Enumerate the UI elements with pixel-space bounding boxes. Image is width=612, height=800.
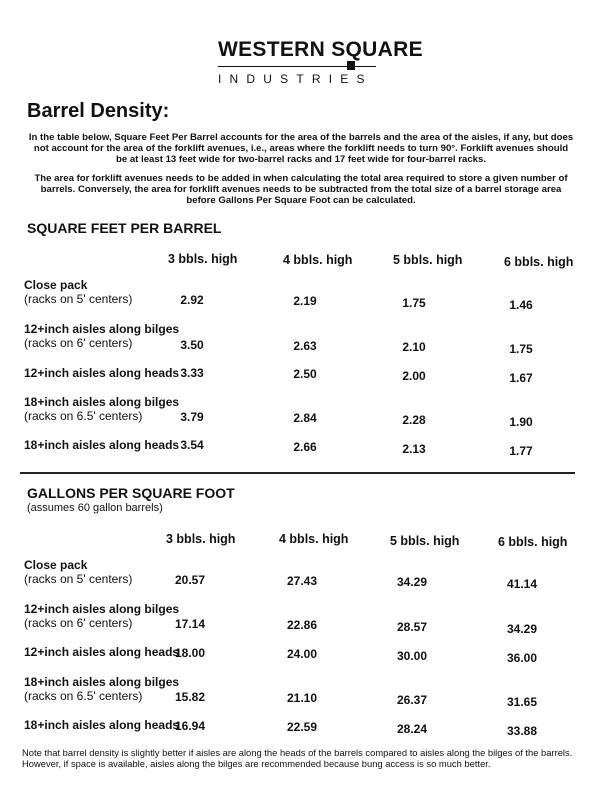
table1-cell: 1.46 bbox=[509, 298, 533, 312]
table2-row-label bbox=[24, 675, 179, 703]
table2-cell: 17.14 bbox=[174, 617, 206, 631]
intro-paragraph-2: The area for forklift avenues needs to be added in when calculating the total area required to store a given number of barrels. Conversely, the area for forklift avenues needs to be subtracted from the total size of a barrel storage area before Gallons Per Square Foot can be calculated. bbox=[34, 173, 568, 207]
logo-wordmark-bottom: INDUSTRIES bbox=[218, 72, 373, 86]
footnote: Note that barrel density is slightly better if aisles are along the heads of the barrels compared to aisles along the bilges of the barrels. However, if space is available, aisles along the bilges are recommended because bung access is so much better. bbox=[22, 747, 573, 769]
table2-cell: 24.00 bbox=[286, 647, 318, 661]
table2-row-label bbox=[24, 558, 132, 586]
row-title: Close pack bbox=[24, 278, 88, 292]
row-subtitle: (racks on 5' centers) bbox=[24, 572, 133, 586]
table1-col-header: 3 bbls. high bbox=[168, 252, 238, 266]
table2-cell: 36.00 bbox=[506, 651, 538, 665]
table2-cell: 21.10 bbox=[286, 691, 318, 705]
table1-cell: 2.92 bbox=[180, 293, 204, 307]
table2-subtitle: (assumes 60 gallon barrels) bbox=[27, 502, 163, 514]
row-subtitle: (racks on 6' centers) bbox=[24, 336, 133, 350]
logo-square-mark bbox=[347, 61, 355, 70]
table1-cell: 2.28 bbox=[402, 413, 426, 427]
table1-title: SQUARE FEET PER BARREL bbox=[27, 220, 222, 236]
table1-cell: 1.75 bbox=[509, 342, 533, 356]
table1-row-label bbox=[24, 322, 179, 350]
row-subtitle: (racks on 6.5' centers) bbox=[24, 409, 143, 423]
table1-cell: 1.90 bbox=[509, 415, 533, 429]
row-title: 18+inch aisles along bilges bbox=[24, 675, 180, 689]
row-title: 12+inch aisles along bilges bbox=[24, 322, 180, 336]
table2-col-header: 5 bbls. high bbox=[390, 534, 460, 548]
table1-cell: 2.84 bbox=[293, 411, 317, 425]
table1-col-header: 5 bbls. high bbox=[393, 253, 463, 267]
row-subtitle: (racks on 6' centers) bbox=[24, 616, 133, 630]
table2-cell: 33.88 bbox=[506, 724, 538, 738]
table2-cell: 22.59 bbox=[286, 720, 318, 734]
table1-cell: 2.10 bbox=[402, 340, 426, 354]
table2-cell: 15.82 bbox=[174, 690, 206, 704]
table2-cell: 30.00 bbox=[396, 649, 428, 663]
row-title: 18+inch aisles along heads bbox=[24, 438, 180, 452]
page-title: Barrel Density: bbox=[27, 100, 170, 122]
row-title: 12+inch aisles along bilges bbox=[24, 602, 180, 616]
intro-paragraph-1: In the table below, Square Feet Per Barrel accounts for the area of the barrels and the area of the aisles, if any, but does not account for the area of the forklift avenues, i.e., areas where the forklift needs to turn 90°. Forklift avenues should be at least 13 feet wide for two-barrel racks and 17 feet wide for four-barrel racks. bbox=[28, 132, 574, 166]
table2-col-header: 4 bbls. high bbox=[279, 532, 349, 546]
table2-cell: 20.57 bbox=[174, 573, 206, 587]
table1-col-header: 6 bbls. high bbox=[504, 255, 574, 269]
table2-col-header: 3 bbls. high bbox=[166, 532, 236, 546]
table2-cell: 34.29 bbox=[506, 622, 538, 636]
table1-cell: 1.77 bbox=[509, 444, 533, 458]
table2-cell: 34.29 bbox=[396, 575, 428, 589]
table2-cell: 28.57 bbox=[396, 620, 428, 634]
row-subtitle: (racks on 6.5' centers) bbox=[24, 689, 143, 703]
table2-cell: 27.43 bbox=[286, 574, 318, 588]
table1-row-label bbox=[24, 438, 179, 452]
table2-cell: 28.24 bbox=[396, 722, 428, 736]
table2-row-label bbox=[24, 602, 179, 630]
row-title: 18+inch aisles along heads bbox=[24, 718, 180, 732]
table2-title: GALLONS PER SQUARE FOOT bbox=[27, 485, 235, 501]
table2-col-header: 6 bbls. high bbox=[498, 535, 568, 549]
table1-cell: 2.00 bbox=[402, 369, 426, 383]
table1-row-label bbox=[24, 278, 132, 306]
row-title: Close pack bbox=[24, 558, 88, 572]
table1-cell: 2.13 bbox=[402, 442, 426, 456]
table1-col-header: 4 bbls. high bbox=[283, 253, 353, 267]
row-title: 18+inch aisles along bilges bbox=[24, 395, 180, 409]
table1-cell: 1.75 bbox=[402, 296, 426, 310]
row-subtitle: (racks on 5' centers) bbox=[24, 292, 133, 306]
table2-row-label bbox=[24, 645, 179, 659]
table2-cell: 22.86 bbox=[286, 618, 318, 632]
table1-cell: 3.50 bbox=[180, 338, 204, 352]
table2-cell: 16.94 bbox=[174, 719, 206, 733]
table1-row-label bbox=[24, 366, 179, 380]
table1-cell: 2.66 bbox=[293, 440, 317, 454]
table2-cell: 26.37 bbox=[396, 693, 428, 707]
section-divider bbox=[20, 472, 575, 474]
table1-cell: 2.19 bbox=[293, 294, 317, 308]
table1-cell: 3.54 bbox=[180, 438, 204, 452]
row-title: 12+inch aisles along heads bbox=[24, 645, 180, 659]
table1-cell: 1.67 bbox=[509, 371, 533, 385]
table2-cell: 41.14 bbox=[506, 577, 538, 591]
table1-row-label bbox=[24, 395, 179, 423]
logo-wordmark-top: WESTERN SQUARE bbox=[218, 38, 423, 61]
table1-cell: 2.63 bbox=[293, 339, 317, 353]
table1-cell: 2.50 bbox=[293, 367, 317, 381]
table2-cell: 31.65 bbox=[506, 695, 538, 709]
row-title: 12+inch aisles along heads bbox=[24, 366, 180, 380]
table1-cell: 3.79 bbox=[180, 410, 204, 424]
table1-cell: 3.33 bbox=[180, 366, 204, 380]
table2-row-label bbox=[24, 718, 179, 732]
table2-cell: 18.00 bbox=[174, 646, 206, 660]
